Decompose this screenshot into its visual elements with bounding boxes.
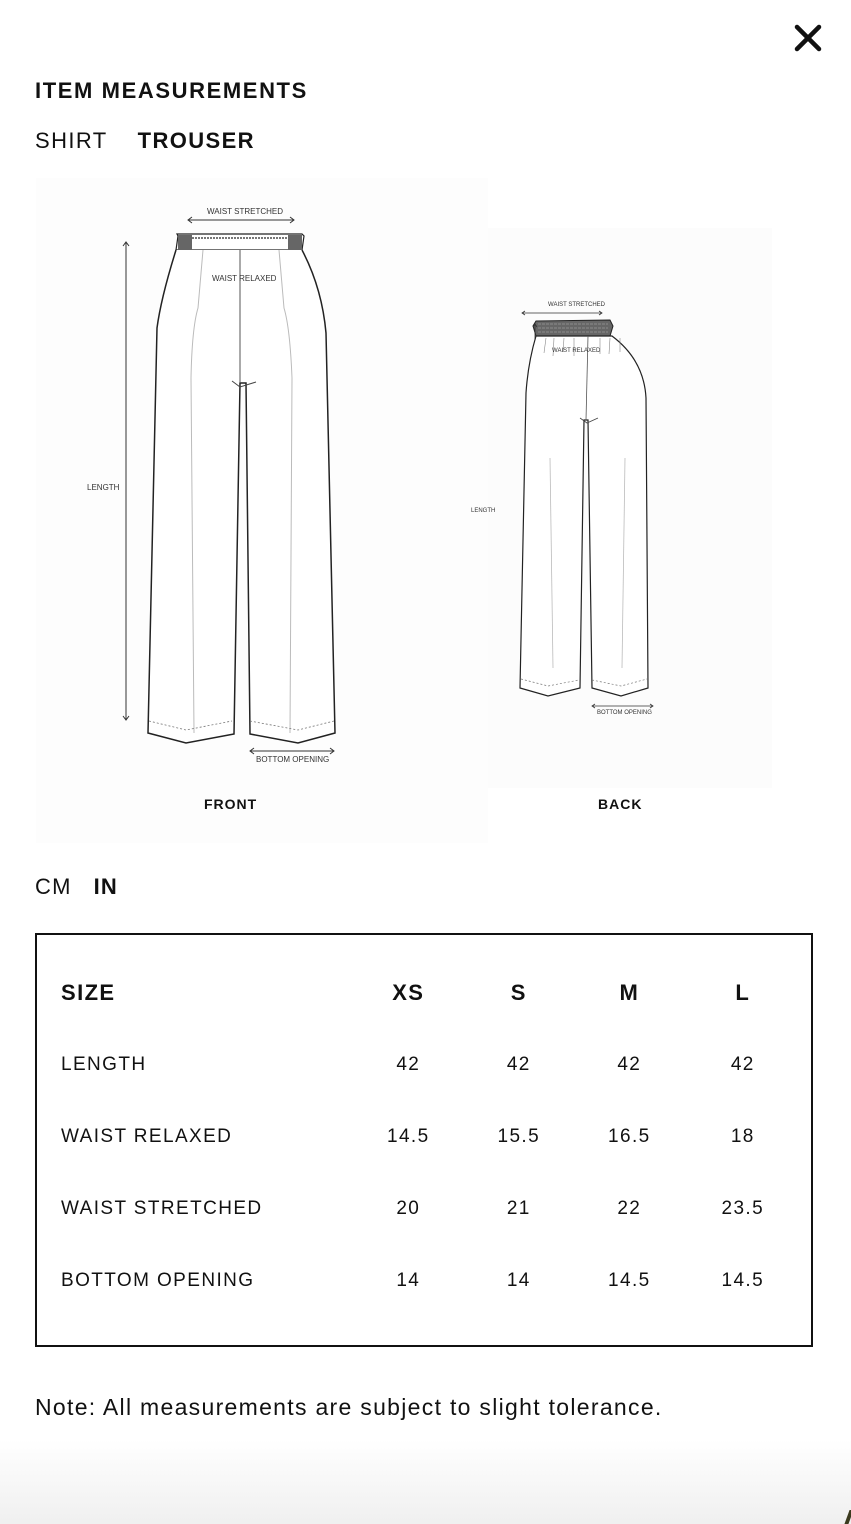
close-button[interactable] <box>792 22 824 54</box>
tab-in[interactable]: IN <box>93 874 119 899</box>
table-row <box>61 1245 801 1317</box>
back-label-waist-stretched: WAIST STRETCHED <box>548 302 606 308</box>
cell-value: 15.5 <box>497 1126 541 1147</box>
row-label: WAIST RELAXED <box>61 1126 233 1147</box>
cell-value: 18 <box>730 1126 755 1147</box>
back-label-length: LENGTH <box>471 508 496 514</box>
cell-value: 16.5 <box>608 1126 651 1147</box>
cell-value: 14 <box>396 1270 421 1291</box>
garment-tabs <box>35 128 255 154</box>
measurement-diagram <box>36 178 776 843</box>
cell-value: 14.5 <box>721 1270 765 1291</box>
header-m: M <box>619 980 640 1005</box>
size-chart <box>35 933 813 1347</box>
header-xs: XS <box>392 980 425 1005</box>
table-row <box>61 1101 801 1173</box>
label-waist-stretched: WAIST STRETCHED <box>207 207 284 216</box>
label-length: LENGTH <box>87 483 120 492</box>
cell-value: 14.5 <box>608 1270 651 1291</box>
trouser-back-illustration <box>488 228 772 788</box>
cell-value: 21 <box>506 1198 531 1219</box>
row-label: LENGTH <box>61 1054 147 1075</box>
back-label-waist-relaxed: WAIST RELAXED <box>552 348 601 354</box>
header-s: S <box>510 980 527 1005</box>
table-header-row <box>61 957 801 1029</box>
cell-value: 42 <box>396 1054 421 1075</box>
front-diagram-panel <box>36 178 488 843</box>
cell-value: 42 <box>506 1054 531 1075</box>
size-table <box>61 957 801 1317</box>
tab-shirt[interactable]: SHIRT <box>35 128 108 153</box>
back-diagram-panel <box>471 228 772 788</box>
cell-value: 20 <box>396 1198 421 1219</box>
header-l: L <box>735 980 751 1005</box>
cell-value: 22 <box>617 1198 642 1219</box>
cell-value: 23.5 <box>721 1198 765 1219</box>
table-row <box>61 1029 801 1101</box>
row-label: WAIST STRETCHED <box>61 1198 263 1219</box>
table-row <box>61 1173 801 1245</box>
cell-value: 14.5 <box>386 1126 430 1147</box>
back-label-bottom-opening: BOTTOM OPENING <box>597 710 652 716</box>
bottom-fade <box>0 1440 851 1524</box>
tab-cm[interactable]: CM <box>35 874 72 899</box>
tab-trouser[interactable]: TROUSER <box>137 128 255 153</box>
page-title: ITEM MEASUREMENTS <box>35 78 308 103</box>
header-size: SIZE <box>61 980 116 1005</box>
front-view-label: FRONT <box>204 796 258 812</box>
unit-tabs <box>35 874 118 900</box>
cell-value: 14 <box>506 1270 531 1291</box>
tolerance-note: Note: All measurements are subject to slight tolerance. <box>35 1394 663 1420</box>
close-icon <box>792 22 824 54</box>
label-waist-relaxed: WAIST RELAXED <box>212 274 277 283</box>
cell-value: 42 <box>617 1054 642 1075</box>
label-bottom-opening: BOTTOM OPENING <box>256 755 330 764</box>
row-label: BOTTOM OPENING <box>61 1270 255 1291</box>
back-view-label: BACK <box>598 796 643 812</box>
cell-value: 42 <box>730 1054 755 1075</box>
